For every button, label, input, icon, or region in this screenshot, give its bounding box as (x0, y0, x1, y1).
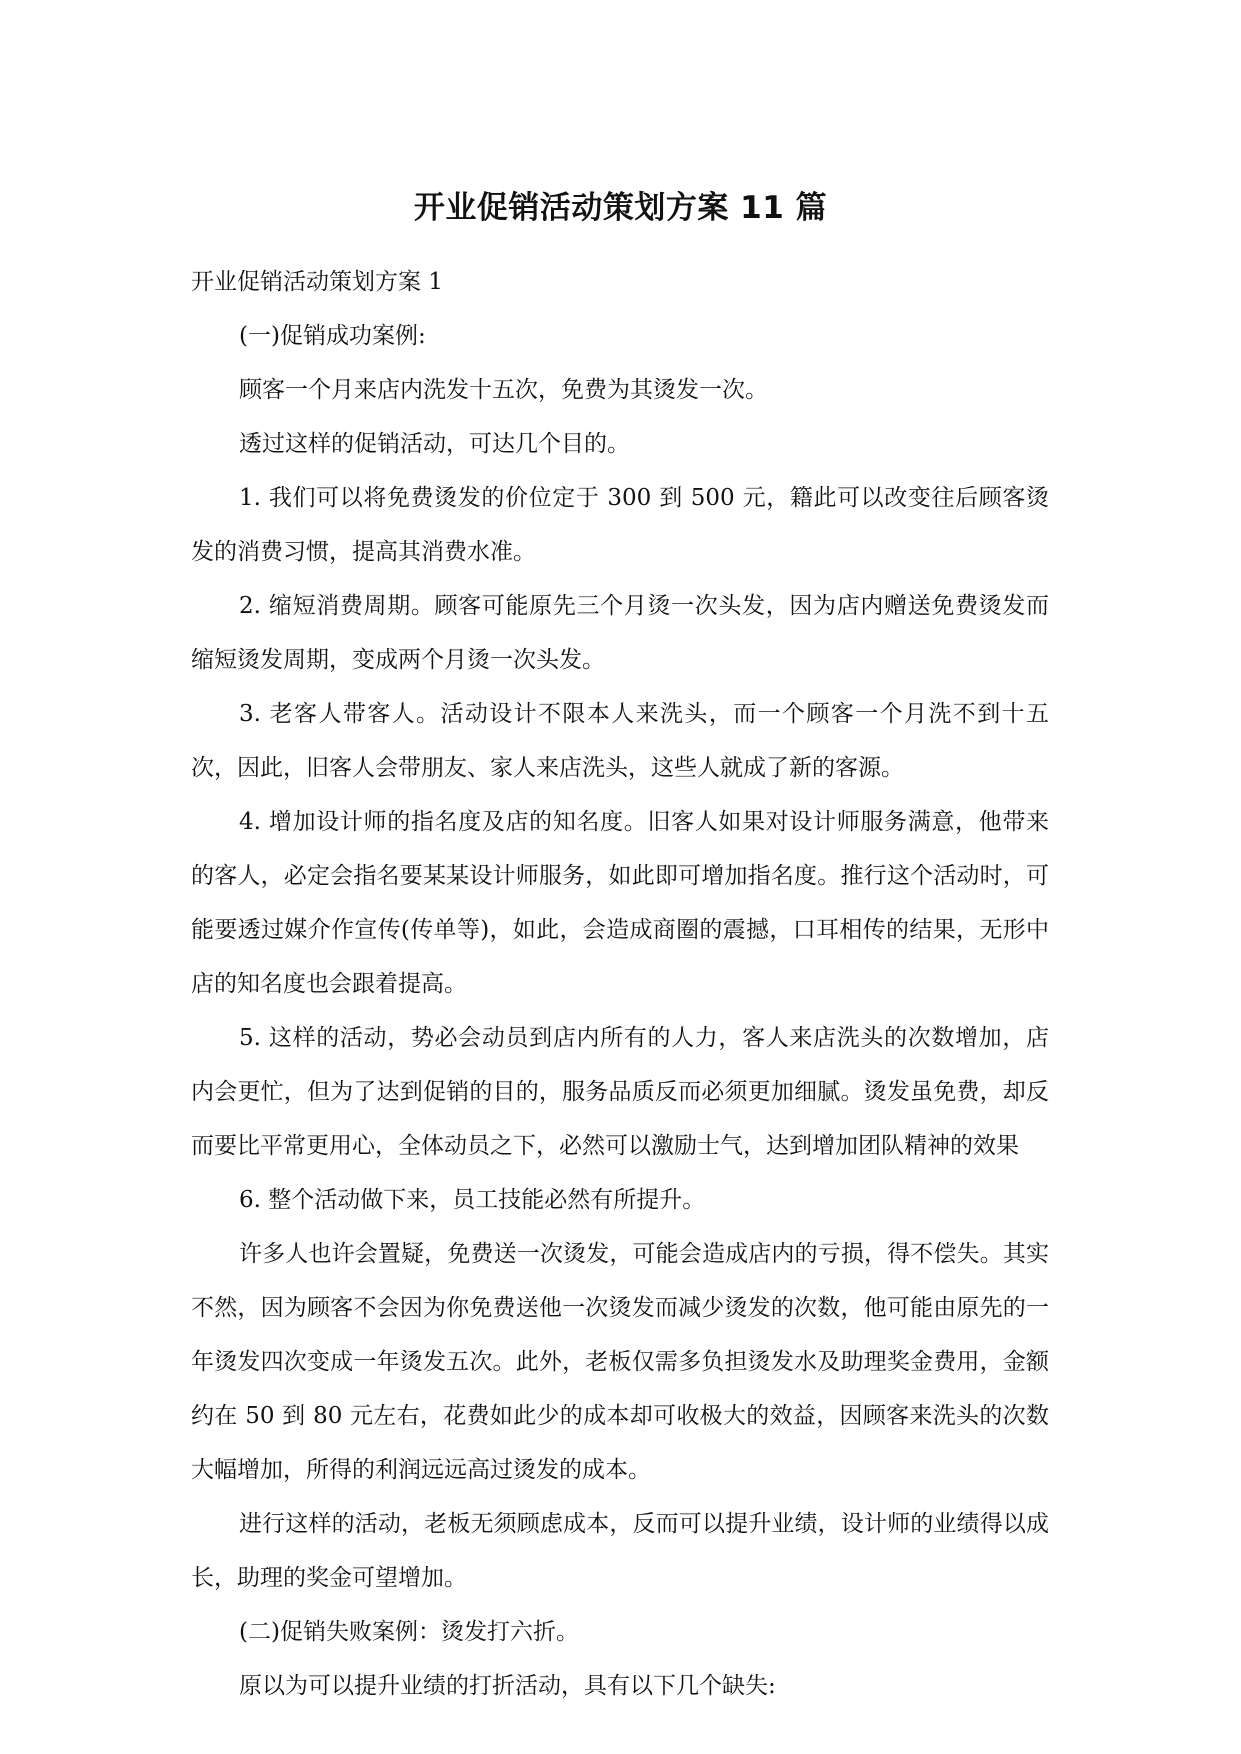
body-paragraph: 透过这样的促销活动，可达几个目的。 (239, 431, 630, 457)
body-paragraph: 顾客一个月来店内洗发十五次，免费为其烫发一次。 (239, 377, 768, 403)
case-heading-failure: (二)促销失败案例：烫发打六折。 (239, 1619, 579, 1645)
list-item-1: 1. 我们可以将免费烫发的价位定于 300 到 500 元，籍此可以改变往后顾客烫发的消费习惯，提高其消费水准。 (191, 485, 1049, 565)
list-item-4: 4. 增加设计师的指名度及店的知名度。旧客人如果对设计师服务满意，他带来的客人，必定会指名要某某设计师服务，如此即可增加指名度。推行这个活动时，可能要透过媒介作宣传(传单等)，如此，会造成商圈的震撼，口耳相传的结果，无形中店的知名度也会跟着提高。 (191, 809, 1049, 997)
list-item-3: 3. 老客人带客人。活动设计不限本人来洗头，而一个顾客一个月洗不到十五次，因此，旧客人会带朋友、家人来店洗头，这些人就成了新的客源。 (191, 701, 1049, 781)
document-title: 开业促销活动策划方案 11 篇 (413, 190, 828, 226)
body-paragraph: 原以为可以提升业绩的打折活动，具有以下几个缺失: (239, 1673, 776, 1699)
list-item-2: 2. 缩短消费周期。顾客可能原先三个月烫一次头发，因为店内赠送免费烫发而缩短烫发周期，变成两个月烫一次头发。 (191, 593, 1049, 673)
section-heading: 开业促销活动策划方案 1 (191, 269, 443, 295)
document-body (191, 255, 1049, 1713)
case-heading-success: (一)促销成功案例: (239, 323, 426, 349)
body-paragraph: 许多人也许会置疑，免费送一次烫发，可能会造成店内的亏损，得不偿失。其实不然，因为顾客不会因为你免费送他一次烫发而减少烫发的次数，他可能由原先的一年烫发四次变成一年烫发五次。此外，老板仅需多负担烫发水及助理奖金费用，金额约在 50 到 80 元左右，花费如此少的成本却可收极大的效益，因顾客来洗头的次数大幅增加，所得的利润远远高过烫发的成本。 (191, 1241, 1049, 1483)
body-paragraph: 进行这样的活动，老板无须顾虑成本，反而可以提升业绩，设计师的业绩得以成长，助理的奖金可望增加。 (191, 1511, 1049, 1591)
list-item-6: 6. 整个活动做下来，员工技能必然有所提升。 (239, 1187, 706, 1213)
list-item-5: 5. 这样的活动，势必会动员到店内所有的人力，客人来店洗头的次数增加，店内会更忙，但为了达到促销的目的，服务品质反而必须更加细腻。烫发虽免费，却反而要比平常更用心，全体动员之下，必然可以激励士气，达到增加团队精神的效果 (191, 1025, 1049, 1159)
